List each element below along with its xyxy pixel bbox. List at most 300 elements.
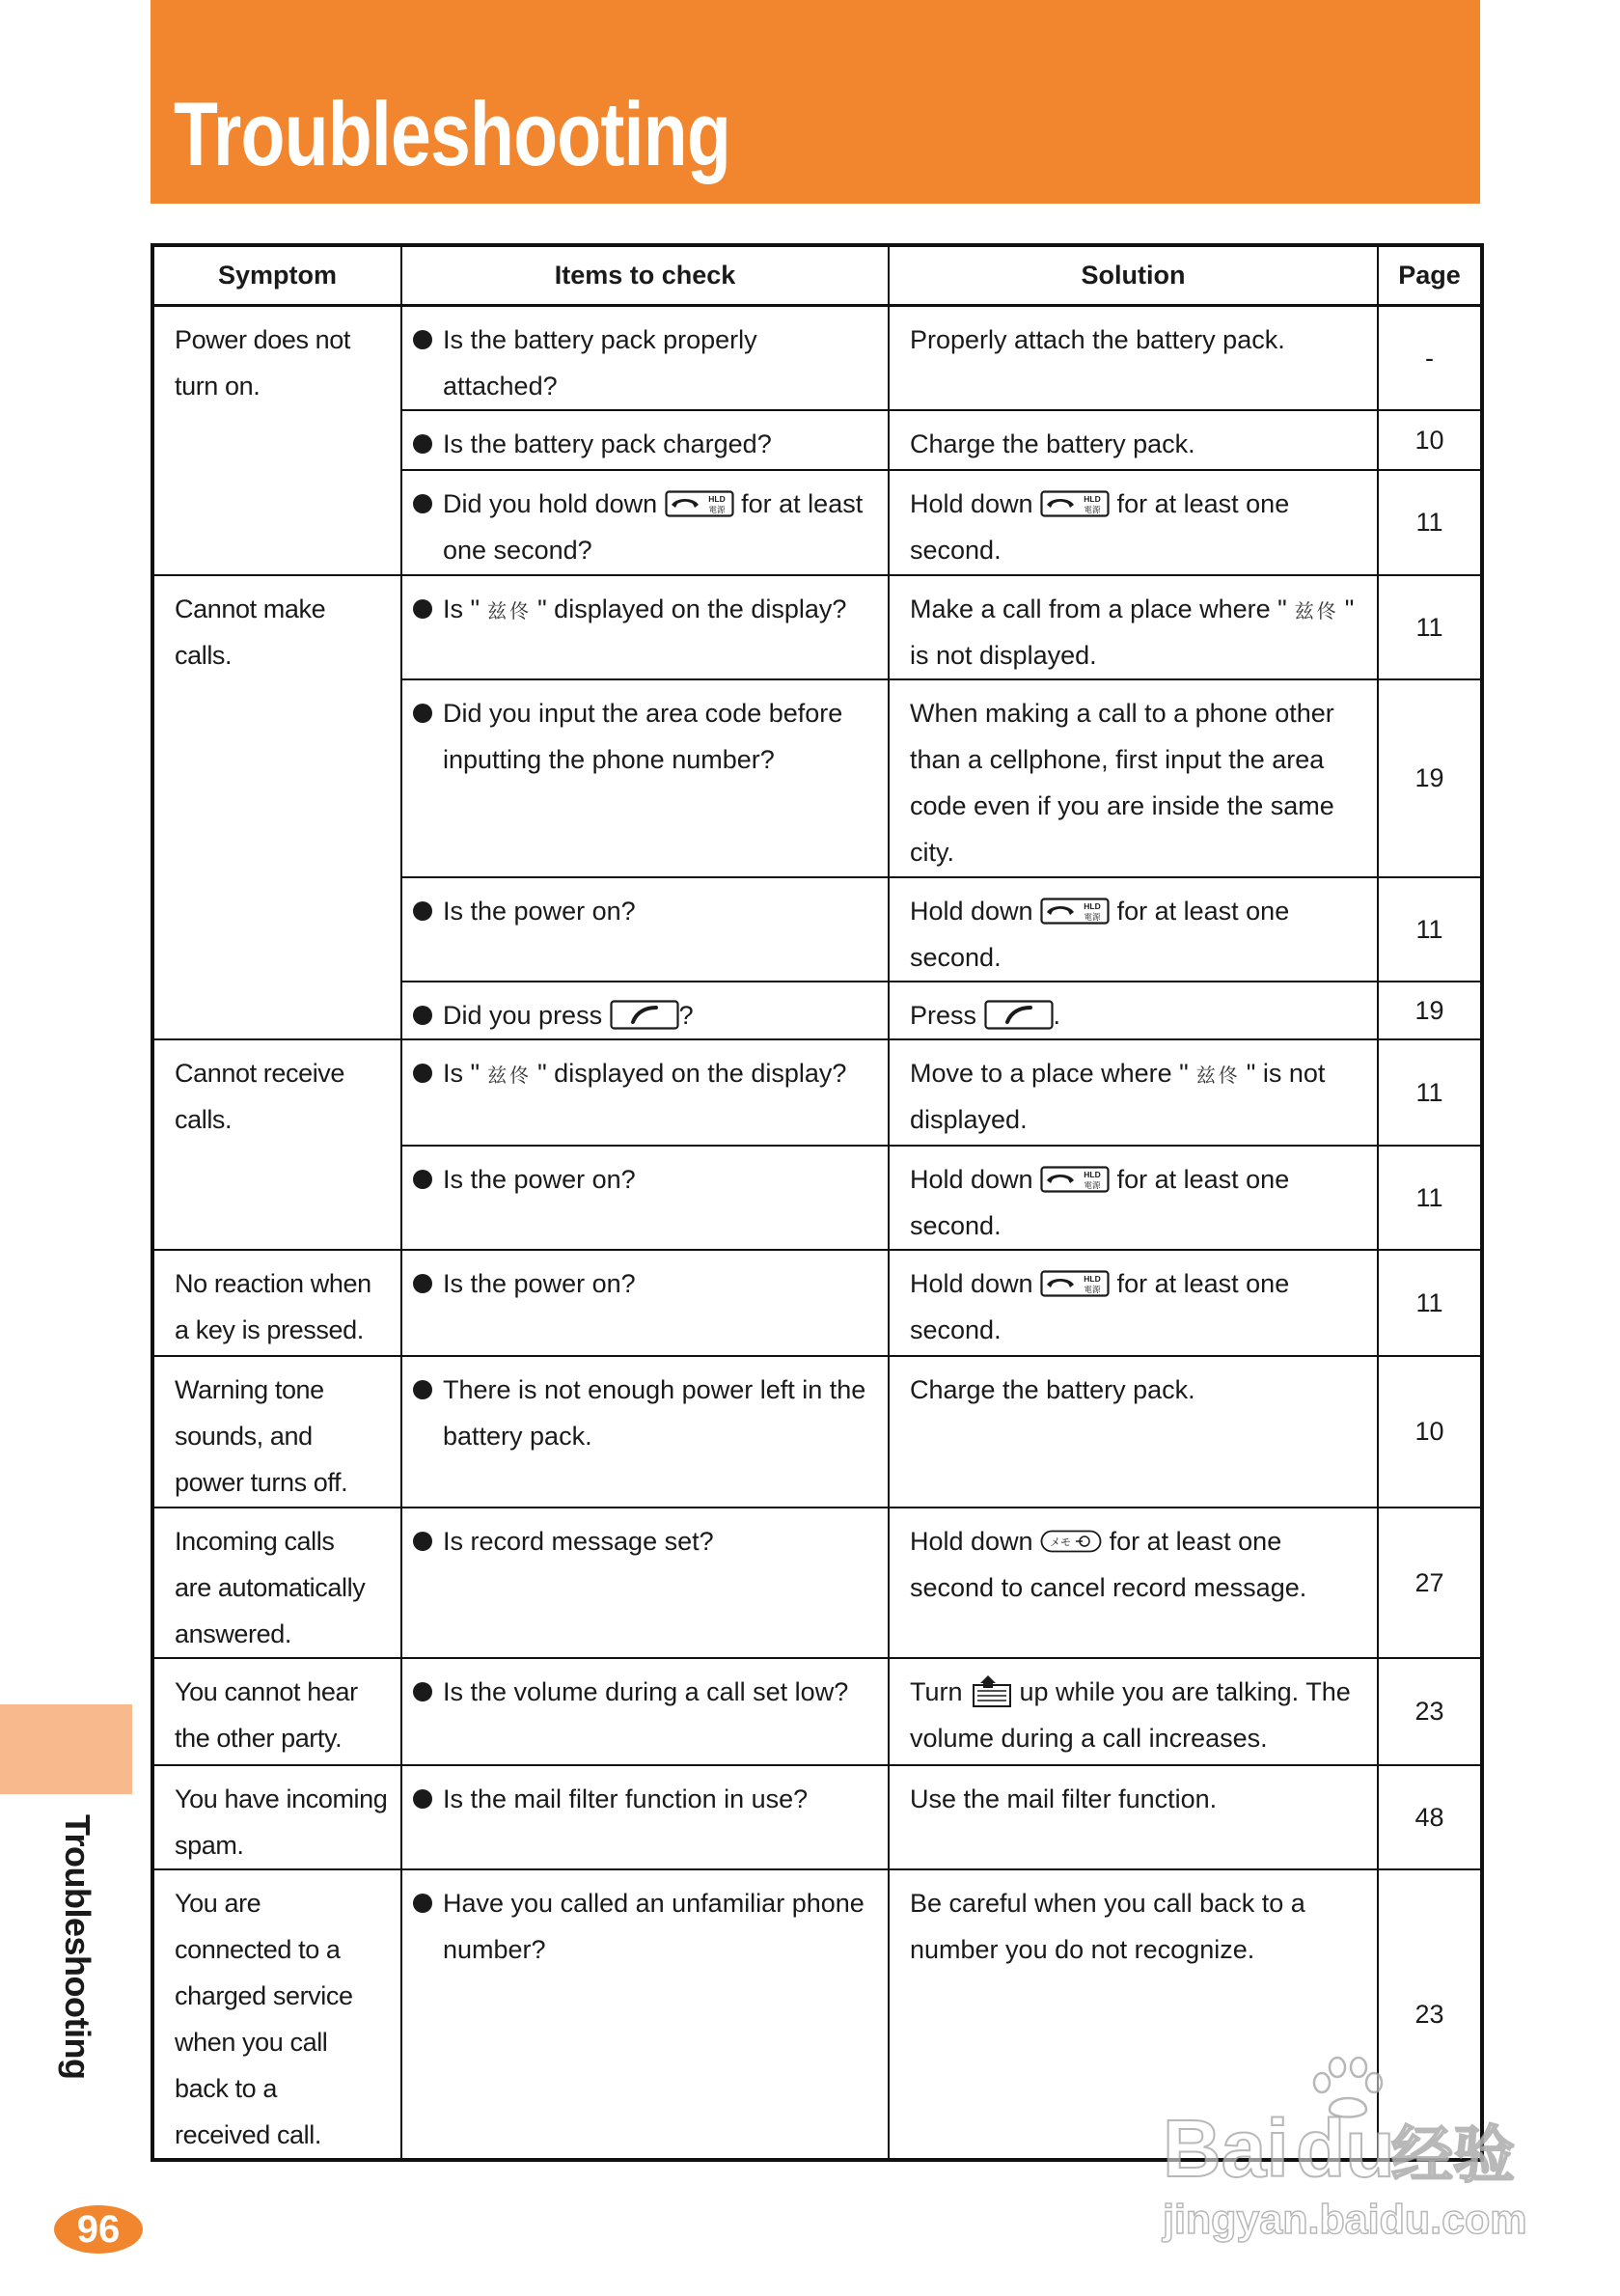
check-item xyxy=(413,1776,882,1822)
text-segment: second. xyxy=(910,1315,1002,1344)
check-item xyxy=(413,586,882,632)
text-line xyxy=(910,1776,1371,1822)
check-cell xyxy=(401,1869,889,2160)
text-line xyxy=(910,1715,1371,1761)
svg-text:HLD: HLD xyxy=(1084,900,1101,911)
page-cell xyxy=(1378,1146,1482,1250)
text-segment: Hold down xyxy=(910,489,1041,518)
out-of-service-indicator: 兹佟 xyxy=(1294,599,1339,622)
check-item xyxy=(413,1669,882,1715)
text-line xyxy=(910,1926,1371,1973)
svg-text:電源: 電源 xyxy=(1084,1179,1101,1190)
check-cell xyxy=(401,1250,889,1356)
text-segment: Cannot receive xyxy=(175,1059,345,1088)
text-line xyxy=(910,527,1371,573)
text-line xyxy=(910,481,1371,527)
text-line xyxy=(175,1518,395,1564)
volume-side-key-icon xyxy=(970,1675,1012,1708)
table-row xyxy=(152,1250,1482,1356)
text-line xyxy=(910,934,1371,981)
call-key-icon xyxy=(984,1000,1054,1030)
symptom-cell xyxy=(152,306,401,576)
text-line xyxy=(910,1050,1371,1096)
hold-power-key-icon xyxy=(1040,898,1110,925)
check-cell xyxy=(401,982,889,1039)
text-line xyxy=(175,1926,395,1973)
text-segment: Did you press xyxy=(443,1001,610,1030)
text-segment: Properly attach the battery pack. xyxy=(910,325,1285,354)
text-segment: Is the battery pack charged? xyxy=(443,429,772,458)
text-line xyxy=(175,1413,395,1459)
text-segment: than a cellphone, first input the area xyxy=(910,745,1325,774)
text-segment: You have incoming xyxy=(175,1784,388,1813)
page-ref: 11 xyxy=(1415,612,1443,642)
page-ref: 11 xyxy=(1415,1182,1443,1212)
text-segment: number you do not recognize. xyxy=(910,1935,1255,1964)
bullet-icon xyxy=(413,1789,432,1809)
text-segment: calls. xyxy=(175,641,233,670)
symptom-cell xyxy=(152,1508,401,1658)
text-line xyxy=(910,1096,1371,1143)
solution-cell xyxy=(889,1039,1378,1146)
symptom-cell xyxy=(152,1250,401,1356)
page-cell xyxy=(1378,1039,1482,1146)
text-line xyxy=(443,1669,882,1715)
text-segment: for at least one xyxy=(1102,1527,1282,1556)
solution-cell xyxy=(889,470,1378,575)
solution-cell xyxy=(889,1765,1378,1869)
page-ref: 48 xyxy=(1414,1802,1444,1832)
check-cell xyxy=(401,1356,889,1508)
check-item xyxy=(413,888,882,934)
text-segment: Warning tone xyxy=(175,1375,324,1404)
memo-key-icon xyxy=(1040,1530,1102,1553)
text-line xyxy=(175,2065,395,2112)
text-line xyxy=(175,632,395,678)
check-cell xyxy=(401,1508,889,1658)
page-cell xyxy=(1378,1250,1482,1356)
text-line xyxy=(910,992,1371,1038)
text-segment: . xyxy=(1053,1001,1061,1030)
symptom-cell xyxy=(152,1356,401,1508)
text-line xyxy=(910,1367,1371,1413)
page-cell xyxy=(1378,1765,1482,1869)
page-cell xyxy=(1378,877,1482,982)
text-segment: number? xyxy=(443,1935,546,1964)
text-segment: answered. xyxy=(175,1619,291,1648)
solution-cell xyxy=(889,877,1378,982)
text-segment: connected to a xyxy=(175,1935,341,1964)
header-items-to-check: Items to check xyxy=(401,245,889,306)
text-segment: second. xyxy=(910,536,1002,565)
symptom-cell xyxy=(152,1869,401,2160)
text-segment: " xyxy=(1344,595,1355,623)
solution-cell xyxy=(889,306,1378,411)
text-line xyxy=(175,363,395,409)
check-item xyxy=(413,992,882,1038)
text-segment: second to cancel record message. xyxy=(910,1573,1307,1602)
page-ref: 10 xyxy=(1414,425,1444,455)
text-segment: Power does not xyxy=(175,325,351,354)
solution-cell xyxy=(889,1508,1378,1658)
text-segment: code even if you are inside the same xyxy=(910,791,1334,820)
svg-text:電源: 電源 xyxy=(1084,1284,1101,1294)
table-row xyxy=(152,306,1482,411)
text-segment: Incoming calls xyxy=(175,1527,335,1556)
call-key-icon xyxy=(610,1000,679,1030)
text-line xyxy=(443,481,882,527)
text-segment: up while you are talking. The xyxy=(1012,1677,1351,1706)
page-number: 96 xyxy=(54,2205,143,2254)
bullet-icon xyxy=(413,704,432,723)
page-cell xyxy=(1378,1356,1482,1508)
page-ref: 11 xyxy=(1415,914,1443,944)
text-line xyxy=(175,317,395,363)
text-segment: battery pack. xyxy=(443,1422,592,1451)
symptom-cell xyxy=(152,1765,401,1869)
text-segment: for at least one xyxy=(1110,489,1290,518)
text-line xyxy=(910,317,1371,363)
page-ref: 10 xyxy=(1414,1417,1444,1446)
page-ref: 27 xyxy=(1414,1567,1444,1597)
text-segment: for at least one xyxy=(1110,1269,1290,1298)
page-title: Troubleshooting xyxy=(174,83,731,184)
text-line xyxy=(910,1564,1371,1611)
page-ref: 23 xyxy=(1414,1999,1444,2029)
svg-text:電源: 電源 xyxy=(1084,911,1101,922)
table-body xyxy=(152,306,1482,2161)
text-segment: Cannot make xyxy=(175,595,326,623)
check-cell xyxy=(401,306,889,411)
page-ref: - xyxy=(1425,343,1434,373)
symptom-cell xyxy=(152,1658,401,1765)
solution-cell xyxy=(889,1146,1378,1250)
watermark-url: jingyan.baidu.com xyxy=(1163,2197,1527,2243)
text-segment: charged service xyxy=(175,1981,353,2010)
text-segment: " displayed on the display? xyxy=(537,1059,847,1088)
bullet-icon xyxy=(413,1532,432,1551)
page-ref: 19 xyxy=(1414,763,1444,792)
solution-cell xyxy=(889,575,1378,679)
symptom-cell xyxy=(152,1039,401,1250)
check-item xyxy=(413,481,882,573)
text-segment: the other party. xyxy=(175,1724,343,1753)
hold-power-key-icon xyxy=(665,490,734,517)
check-item xyxy=(413,1156,882,1203)
text-segment: second. xyxy=(910,943,1002,972)
text-line xyxy=(443,1413,882,1459)
page-cell xyxy=(1378,679,1482,877)
table-row xyxy=(152,1765,1482,1869)
svg-text:HLD: HLD xyxy=(1084,493,1101,504)
text-segment: Is " xyxy=(443,1059,481,1088)
page-cell xyxy=(1378,982,1482,1039)
text-line xyxy=(910,632,1371,678)
text-segment: Is the volume during a call set low? xyxy=(443,1677,849,1706)
svg-text:HLD: HLD xyxy=(1084,1273,1101,1284)
page-ref: 11 xyxy=(1415,508,1443,537)
text-segment: You are xyxy=(175,1889,261,1918)
check-item xyxy=(413,1880,882,1973)
bullet-icon xyxy=(413,1006,432,1025)
text-line xyxy=(175,1260,395,1307)
text-segment: " is not xyxy=(1246,1059,1326,1088)
text-segment: Charge the battery pack. xyxy=(910,429,1195,458)
bullet-icon xyxy=(413,1380,432,1399)
text-line xyxy=(910,1203,1371,1249)
text-line xyxy=(443,1880,882,1926)
solution-cell xyxy=(889,679,1378,877)
text-line xyxy=(443,363,882,409)
svg-text:HLD: HLD xyxy=(1084,1169,1101,1179)
page-cell xyxy=(1378,410,1482,470)
check-cell xyxy=(401,470,889,575)
text-segment: spam. xyxy=(175,1831,244,1860)
text-segment: received call. xyxy=(175,2120,321,2149)
text-segment: Is the mail filter function in use? xyxy=(443,1784,809,1813)
text-segment: Hold down xyxy=(910,1269,1041,1298)
out-of-service-indicator: 兹佟 xyxy=(487,1064,533,1087)
check-item xyxy=(413,1050,882,1096)
text-line xyxy=(175,2019,395,2065)
text-line xyxy=(175,1715,395,1761)
text-segment: for at least one xyxy=(1110,897,1290,926)
text-line xyxy=(175,1307,395,1353)
symptom-cell xyxy=(152,575,401,1039)
text-line xyxy=(175,1776,395,1822)
text-line xyxy=(175,1050,395,1096)
svg-text:電源: 電源 xyxy=(708,504,726,514)
text-segment: Have you called an unfamiliar phone xyxy=(443,1889,865,1918)
header-page: Page xyxy=(1378,245,1482,306)
text-segment: for at least one xyxy=(1110,1165,1290,1194)
text-segment: for at least xyxy=(733,489,864,518)
text-line xyxy=(910,1880,1371,1926)
text-segment: turn on. xyxy=(175,372,261,401)
text-segment: are automatically xyxy=(175,1573,366,1602)
bullet-icon xyxy=(413,434,432,454)
svg-text:電源: 電源 xyxy=(1084,504,1101,514)
text-line xyxy=(910,1260,1371,1307)
solution-cell xyxy=(889,410,1378,470)
text-line xyxy=(175,1367,395,1413)
text-line xyxy=(443,888,882,934)
text-line xyxy=(910,421,1371,467)
text-segment: Hold down xyxy=(910,1527,1041,1556)
text-line xyxy=(910,1669,1371,1715)
text-segment: Did you hold down xyxy=(443,489,665,518)
text-line xyxy=(175,586,395,632)
text-line xyxy=(443,1367,882,1413)
check-item xyxy=(413,1367,882,1459)
text-line xyxy=(443,690,882,736)
bullet-icon xyxy=(413,1064,432,1083)
text-segment: Hold down xyxy=(910,1165,1041,1194)
svg-text:メモ: メモ xyxy=(1050,1536,1072,1549)
solution-cell xyxy=(889,1356,1378,1508)
bullet-icon xyxy=(413,494,432,513)
text-line xyxy=(443,421,882,467)
text-segment: Is the battery pack properly xyxy=(443,325,757,354)
text-line xyxy=(175,1822,395,1868)
solution-cell xyxy=(889,1250,1378,1356)
text-line xyxy=(910,690,1371,736)
check-cell xyxy=(401,1146,889,1250)
text-line xyxy=(443,1156,882,1203)
text-segment: Is the power on? xyxy=(443,1269,636,1298)
hold-power-key-icon xyxy=(1040,1270,1110,1297)
page-ref: 19 xyxy=(1414,995,1444,1025)
bullet-icon xyxy=(413,1682,432,1701)
text-segment: Be careful when you call back to a xyxy=(910,1889,1305,1918)
text-segment: There is not enough power left in the xyxy=(443,1375,866,1404)
text-segment: attached? xyxy=(443,372,558,401)
text-line xyxy=(910,1156,1371,1203)
page-ref: 11 xyxy=(1415,1077,1443,1107)
text-segment: Move to a place where " xyxy=(910,1059,1189,1088)
text-line xyxy=(443,586,882,632)
page-cell xyxy=(1378,470,1482,575)
check-cell xyxy=(401,877,889,982)
header-row xyxy=(152,245,1482,306)
text-segment: You cannot hear xyxy=(175,1677,358,1706)
text-line xyxy=(910,1307,1371,1353)
text-line xyxy=(175,1973,395,2019)
check-item xyxy=(413,690,882,783)
text-line xyxy=(175,2112,395,2158)
text-line xyxy=(443,736,882,783)
side-tab-label: Troubleshooting xyxy=(58,1814,97,2080)
bullet-icon xyxy=(413,1170,432,1189)
check-cell xyxy=(401,410,889,470)
text-line xyxy=(910,783,1371,829)
bullet-icon xyxy=(413,901,432,921)
text-segment: No reaction when xyxy=(175,1269,371,1298)
text-line xyxy=(443,1518,882,1564)
text-segment: " displayed on the display? xyxy=(537,595,847,623)
side-tab xyxy=(0,1704,132,1794)
text-segment: one second? xyxy=(443,536,592,565)
page-ref: 23 xyxy=(1414,1697,1444,1726)
text-line xyxy=(443,1260,882,1307)
text-segment: inputting the phone number? xyxy=(443,745,775,774)
page-cell xyxy=(1378,575,1482,679)
check-item xyxy=(413,1518,882,1564)
check-item xyxy=(413,421,882,467)
header-symptom: Symptom xyxy=(152,245,401,306)
text-segment: Hold down xyxy=(910,897,1041,926)
check-cell xyxy=(401,1765,889,1869)
bullet-icon xyxy=(413,599,432,619)
text-segment: a key is pressed. xyxy=(175,1315,364,1344)
check-item xyxy=(413,317,882,409)
header-solution: Solution xyxy=(889,245,1378,306)
text-line xyxy=(910,736,1371,783)
text-line xyxy=(443,1050,882,1096)
text-segment: Is the power on? xyxy=(443,897,636,926)
text-line xyxy=(175,1611,395,1657)
text-segment: Is the power on? xyxy=(443,1165,636,1194)
bullet-icon xyxy=(413,1894,432,1913)
text-segment: Did you input the area code before xyxy=(443,699,843,728)
bullet-icon xyxy=(413,330,432,349)
hold-power-key-icon xyxy=(1040,1166,1110,1193)
text-segment: displayed. xyxy=(910,1105,1028,1134)
table-row xyxy=(152,1356,1482,1508)
out-of-service-indicator: 兹佟 xyxy=(487,599,533,622)
text-segment: back to a xyxy=(175,2074,277,2103)
watermark-brand-part1: Bai xyxy=(1163,2103,1289,2194)
page-cell xyxy=(1378,1508,1482,1658)
text-line xyxy=(175,1669,395,1715)
text-segment: ? xyxy=(678,1001,694,1030)
text-segment: Press xyxy=(910,1001,984,1030)
text-segment: second. xyxy=(910,1211,1002,1240)
text-line xyxy=(175,1880,395,1926)
text-line xyxy=(443,317,882,363)
table-row xyxy=(152,575,1482,679)
text-segment: power turns off. xyxy=(175,1468,348,1497)
table-row xyxy=(152,1039,1482,1146)
text-segment: When making a call to a phone other xyxy=(910,699,1334,728)
table-header xyxy=(152,245,1482,306)
text-segment: calls. xyxy=(175,1105,233,1134)
check-cell xyxy=(401,1658,889,1765)
check-cell xyxy=(401,1039,889,1146)
table-row xyxy=(152,1508,1482,1658)
text-line xyxy=(443,992,882,1038)
text-segment: Use the mail filter function. xyxy=(910,1784,1218,1813)
check-item xyxy=(413,1260,882,1307)
text-line xyxy=(175,1459,395,1506)
text-segment: Is " xyxy=(443,595,481,623)
text-segment: sounds, and xyxy=(175,1422,313,1451)
check-cell xyxy=(401,575,889,679)
text-line xyxy=(443,1776,882,1822)
text-line xyxy=(910,586,1371,632)
page-cell xyxy=(1378,1658,1482,1765)
text-line xyxy=(910,1518,1371,1564)
bullet-icon xyxy=(413,1274,432,1293)
watermark-brand-cn: 经验 xyxy=(1391,2120,1515,2190)
svg-text:HLD: HLD xyxy=(707,493,726,504)
text-segment: Is record message set? xyxy=(443,1527,714,1556)
hold-power-key-icon xyxy=(1040,490,1110,517)
check-cell xyxy=(401,679,889,877)
solution-cell xyxy=(889,982,1378,1039)
text-segment: Charge the battery pack. xyxy=(910,1375,1195,1404)
out-of-service-indicator: 兹佟 xyxy=(1195,1064,1241,1087)
page-ref: 11 xyxy=(1415,1287,1443,1317)
text-line xyxy=(443,527,882,573)
text-segment: Make a call from a place where " xyxy=(910,595,1287,623)
page-cell xyxy=(1378,306,1482,411)
table-row xyxy=(152,1658,1482,1765)
text-line xyxy=(175,1564,395,1611)
text-segment: city. xyxy=(910,838,954,867)
watermark-brand-part2: du xyxy=(1296,2103,1395,2194)
text-segment: Turn xyxy=(910,1677,971,1706)
text-line xyxy=(910,888,1371,934)
text-line xyxy=(910,829,1371,875)
text-segment: is not displayed. xyxy=(910,641,1097,670)
text-segment: volume during a call increases. xyxy=(910,1724,1268,1753)
troubleshooting-table xyxy=(151,243,1484,2162)
solution-cell xyxy=(889,1658,1378,1765)
header-bar xyxy=(151,0,1480,204)
text-line xyxy=(175,1096,395,1143)
text-segment: when you call xyxy=(175,2028,328,2057)
